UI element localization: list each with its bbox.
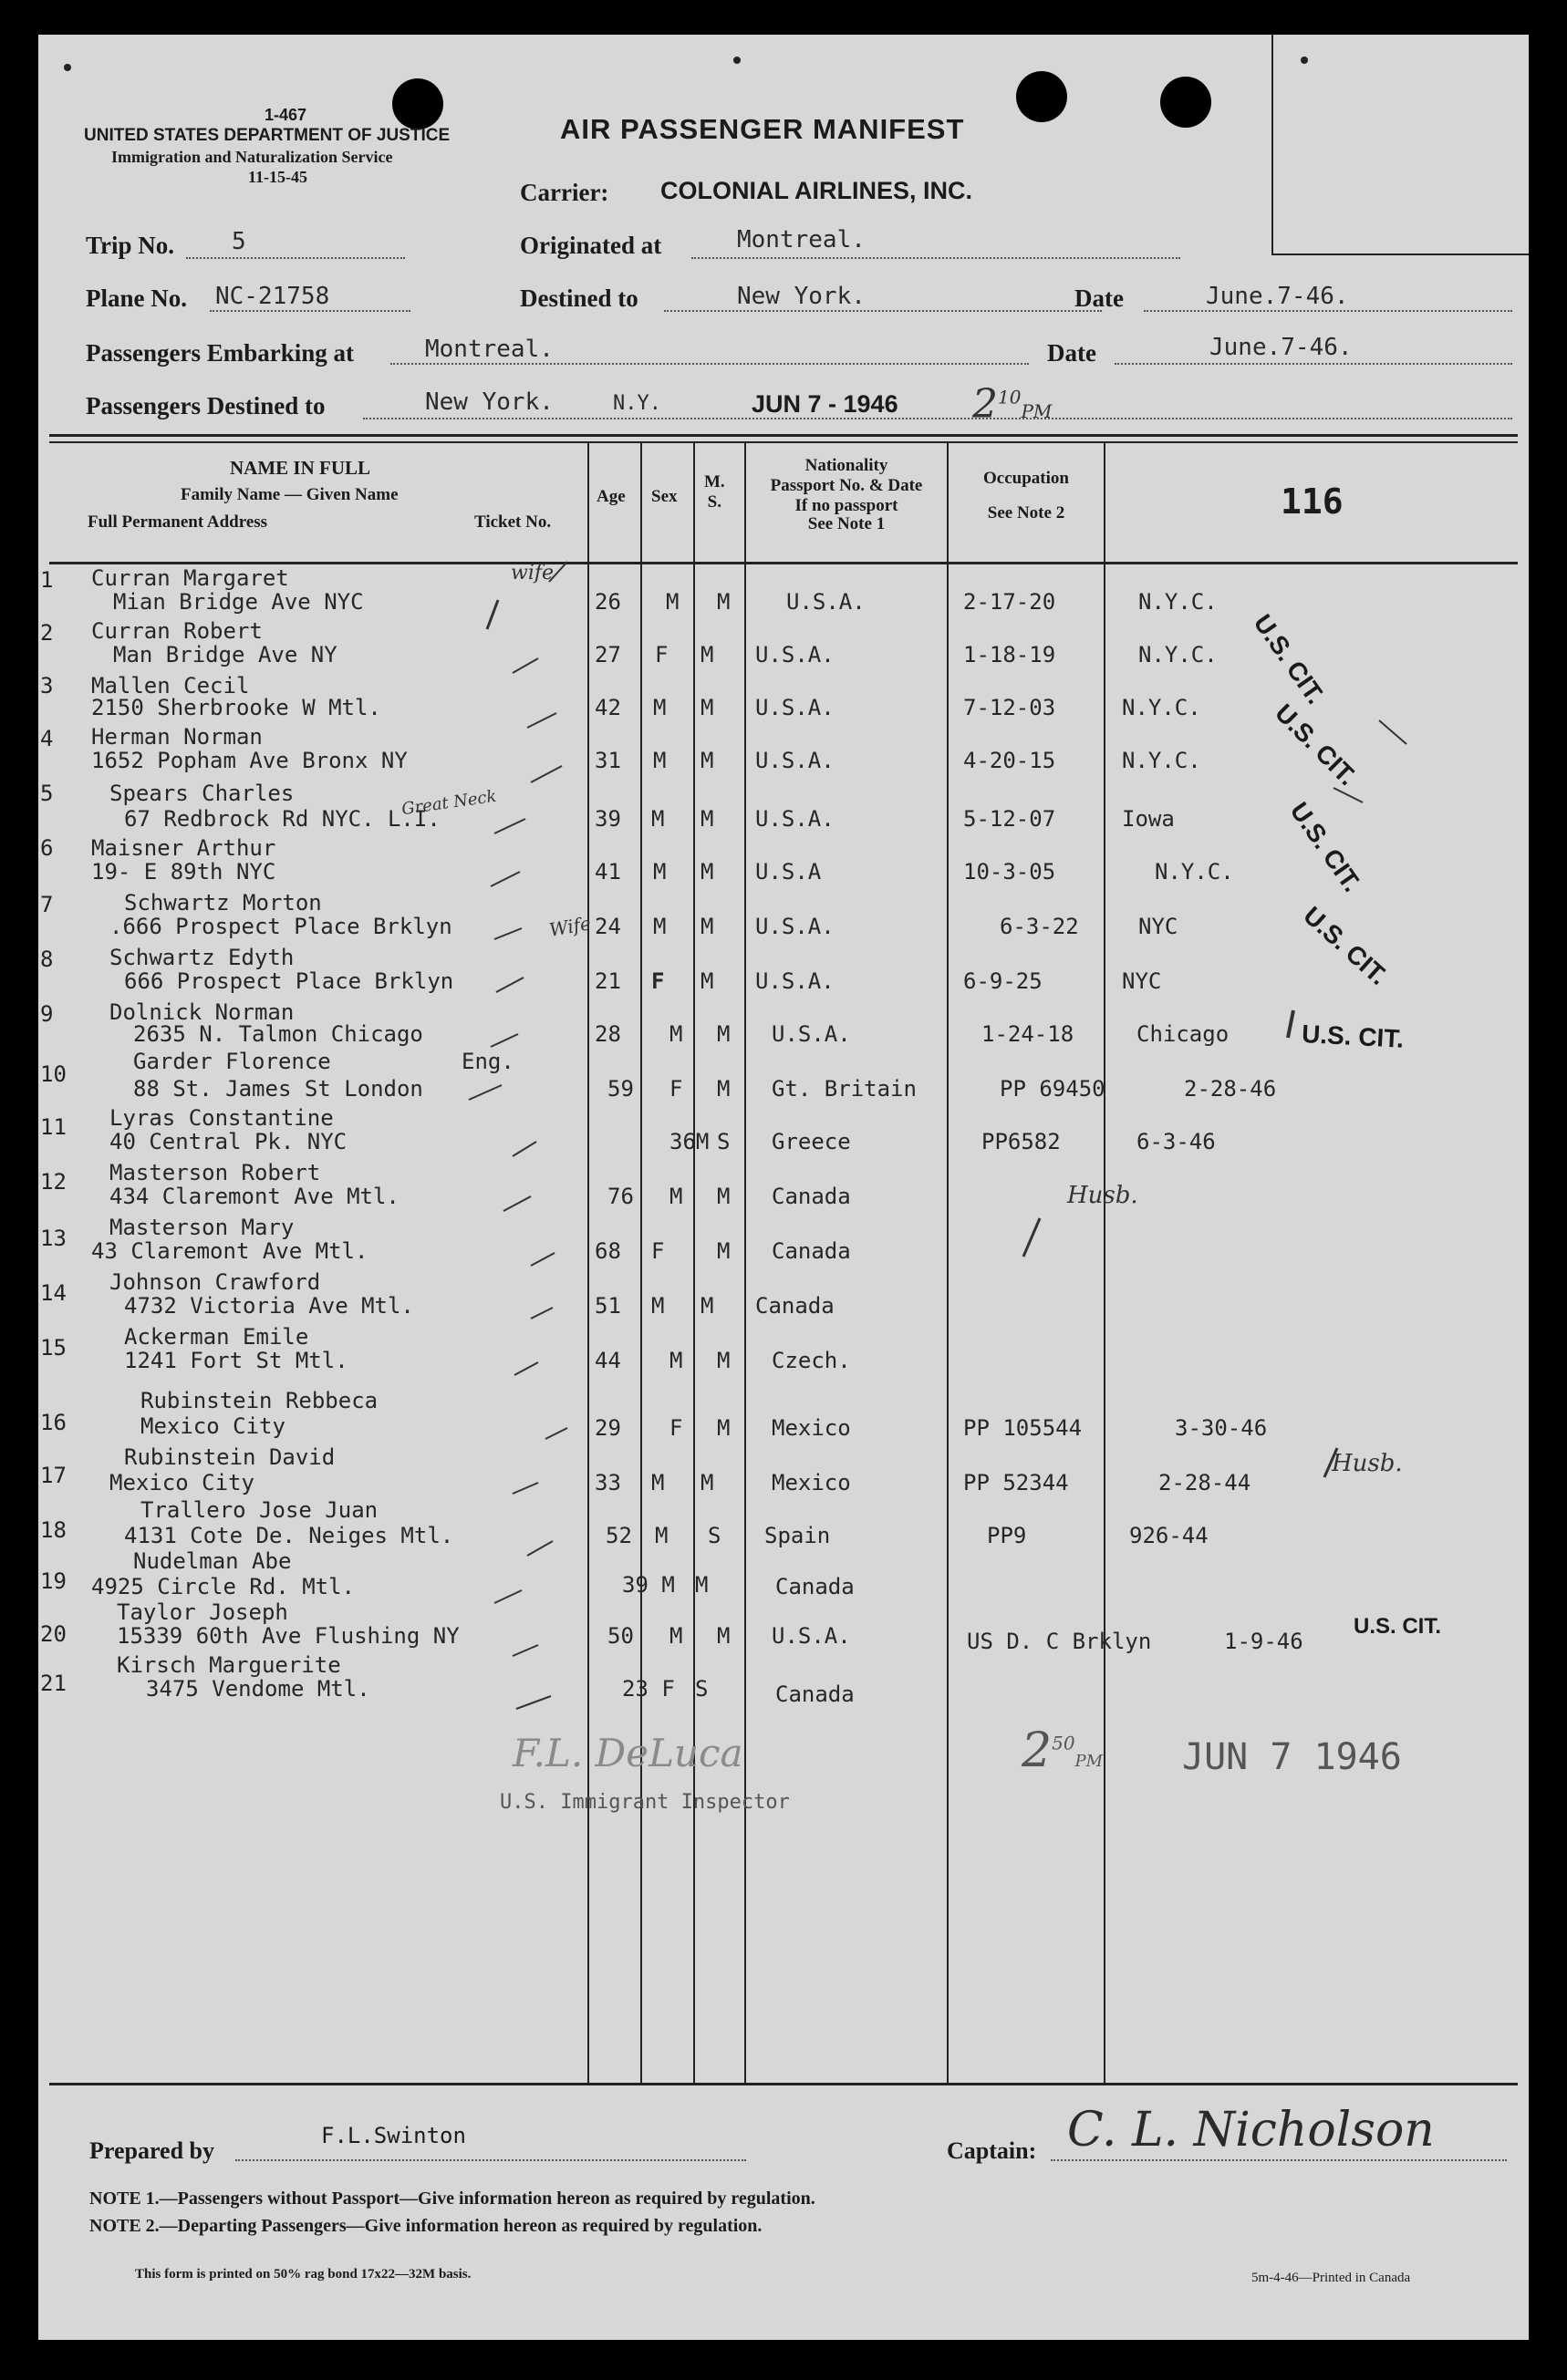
- row-number: 7: [40, 892, 54, 917]
- passenger-age: 33: [595, 1470, 621, 1495]
- passenger-address: 15339 60th Ave Flushing NY: [117, 1623, 460, 1649]
- passenger-age: 76: [607, 1184, 634, 1209]
- passenger-age: 28: [595, 1021, 621, 1047]
- trip-number: 5: [232, 228, 246, 255]
- col-header-passport: Passport No. & Date: [770, 476, 923, 495]
- passenger-address: 4732 Victoria Ave Mtl.: [124, 1293, 414, 1319]
- passenger-occupation: 1-24-18: [981, 1021, 1074, 1047]
- row-number: 9: [40, 1001, 54, 1027]
- passenger-marital: M: [700, 695, 714, 720]
- row-number: 2: [40, 620, 54, 646]
- originated-label: Originated at: [520, 232, 662, 259]
- department-name: UNITED STATES DEPARTMENT OF JUSTICE: [84, 126, 451, 145]
- row-number: 16: [40, 1410, 67, 1435]
- passenger-nationality: Spain: [764, 1523, 831, 1548]
- passenger-nationality: Czech.: [772, 1348, 851, 1373]
- inspection-time: $2^{50}PM$: [1022, 1723, 1104, 1778]
- col-header-no-passport: If no passport: [794, 496, 898, 515]
- col-header-name-sub: Family Name — Given Name: [181, 485, 399, 504]
- passenger-sex: F: [669, 1076, 683, 1102]
- passenger-marital: M: [717, 1021, 731, 1047]
- row-number: 18: [40, 1517, 67, 1543]
- pass-destined-value: New York.: [425, 388, 554, 416]
- col-header-name: NAME IN FULL: [230, 457, 371, 479]
- passenger-address: 666 Prospect Place Brklyn: [124, 968, 454, 994]
- passenger-age: 36M: [669, 1129, 710, 1154]
- passenger-age: 39: [595, 806, 621, 832]
- row-number: 14: [40, 1280, 67, 1306]
- inspector-signature: F.L. DeLuca: [513, 1731, 743, 1775]
- passenger-occupation: 7-12-03: [963, 695, 1056, 720]
- us-citizen-stamp: U.S. CIT.: [1284, 797, 1367, 897]
- passenger-nationality: Canada: [772, 1184, 851, 1209]
- passenger-occupation: 6-3-22: [1000, 914, 1079, 939]
- date-label-2: Date: [1047, 339, 1096, 367]
- passenger-name: Garder Florence: [133, 1049, 331, 1074]
- passenger-sex: M: [669, 1623, 683, 1649]
- date-value-2: June.7-46.: [1209, 334, 1353, 361]
- passenger-passport: PP 69450: [1000, 1076, 1105, 1102]
- passenger-marital: M: [700, 1293, 714, 1319]
- row-number: 21: [40, 1671, 67, 1696]
- passenger-age: 23 F: [622, 1676, 675, 1702]
- col-header-ticket: Ticket No.: [474, 512, 552, 532]
- passenger-age: 21: [595, 968, 621, 994]
- passenger-address: Mian Bridge Ave NYC: [113, 589, 364, 615]
- row-number: 15: [40, 1335, 67, 1361]
- passenger-sex: M: [653, 748, 667, 773]
- passenger-sex: M: [653, 695, 667, 720]
- passenger-occupation: 10-3-05: [963, 859, 1056, 885]
- handwritten-note: Great Neck: [400, 786, 498, 820]
- passenger-marital: M: [717, 1623, 731, 1649]
- passenger-residence: Chicago: [1136, 1021, 1230, 1047]
- passenger-age: 29: [595, 1415, 621, 1441]
- passenger-nationality: Canada: [755, 1293, 835, 1319]
- passenger-name: Dolnick Norman: [109, 999, 295, 1025]
- passenger-count: 116: [1281, 481, 1344, 522]
- passenger-nationality: U.S.A.: [786, 589, 866, 615]
- embarking-value: Montreal.: [425, 336, 554, 363]
- passenger-marital: M: [717, 1238, 731, 1264]
- passenger-address: Mexico City: [109, 1470, 254, 1495]
- passenger-name: Schwartz Morton: [124, 890, 322, 916]
- prepared-by-line: [235, 2159, 746, 2161]
- passenger-name: Nudelman Abe: [133, 1548, 292, 1574]
- row-number: 11: [40, 1114, 67, 1140]
- passenger-address: 3475 Vendome Mtl.: [146, 1676, 370, 1702]
- passenger-passport-date: 926-44: [1129, 1523, 1209, 1548]
- row-number: 6: [40, 835, 54, 861]
- passenger-occupation: 5-12-07: [963, 806, 1056, 832]
- passenger-name: Herman Norman: [91, 724, 263, 750]
- inspector-title: U.S. Immigrant Inspector: [500, 1791, 790, 1814]
- passenger-marital: M: [700, 859, 714, 885]
- destined-label: Destined to: [520, 285, 638, 312]
- passenger-name: Curran Robert: [91, 618, 263, 644]
- husband-note: Husb.: [1067, 1182, 1138, 1209]
- passenger-nationality: U.S.A.: [755, 748, 835, 773]
- handwritten-note: Eng.: [462, 1049, 514, 1074]
- row-number: 5: [40, 781, 54, 806]
- originated-value: Montreal.: [737, 226, 866, 254]
- passenger-occupation: 1-18-19: [963, 642, 1056, 667]
- us-citizen-stamp: U.S. CIT.: [1301, 1019, 1405, 1053]
- plane-label: Plane No.: [86, 285, 187, 312]
- passenger-age: 41: [595, 859, 621, 885]
- passenger-passport: PP 52344: [963, 1470, 1069, 1495]
- row-number: 20: [40, 1621, 67, 1647]
- passenger-nationality: U.S.A.: [755, 806, 835, 832]
- passenger-marital: S: [717, 1129, 731, 1154]
- passenger-nationality: Canada: [775, 1574, 855, 1599]
- col-header-sex: Sex: [651, 487, 678, 506]
- carrier-label: Carrier:: [520, 179, 609, 206]
- passenger-sex: M: [653, 859, 667, 885]
- passenger-marital: M: [717, 1076, 731, 1102]
- passenger-sex: M: [669, 1184, 683, 1209]
- prepared-by-name: F.L.Swinton: [321, 2123, 466, 2148]
- passenger-age: 59: [607, 1076, 634, 1102]
- passenger-address: 67 Redbrock Rd NYC. L.I.: [124, 806, 441, 832]
- passenger-name: Johnson Crawford: [109, 1269, 321, 1295]
- passenger-nationality: Greece: [772, 1129, 851, 1154]
- passenger-name: Schwartz Edyth: [109, 945, 295, 970]
- passenger-sex: F: [651, 1238, 665, 1264]
- passenger-nationality: Canada: [772, 1238, 851, 1264]
- passenger-age: 52: [606, 1523, 632, 1548]
- passenger-name: Trallero Jose Juan: [140, 1497, 379, 1523]
- prepared-by-label: Prepared by: [89, 2137, 214, 2164]
- passenger-residence: Iowa: [1122, 806, 1175, 832]
- passenger-address: 88 St. James St London: [133, 1076, 423, 1102]
- passenger-sex: F: [655, 642, 669, 667]
- form-number: 1-467: [265, 106, 307, 124]
- passenger-address: 40 Central Pk. NYC: [109, 1129, 348, 1154]
- passenger-address: 2635 N. Talmon Chicago: [133, 1021, 423, 1047]
- passenger-nationality: U.S.A.: [772, 1021, 851, 1047]
- passenger-marital: M: [700, 1470, 714, 1495]
- passenger-age: 51: [595, 1293, 621, 1319]
- passenger-name: Masterson Robert: [109, 1160, 321, 1185]
- passenger-occupation: 6-9-25: [963, 968, 1043, 994]
- passenger-name: Spears Charles: [109, 781, 295, 806]
- pass-destined-state: N.Y.: [613, 392, 661, 415]
- passenger-nationality: Mexico: [772, 1470, 851, 1495]
- row-number: 13: [40, 1226, 67, 1251]
- print-info: 5m-4-46—Printed in Canada: [1251, 2271, 1411, 2285]
- row-number: 19: [40, 1568, 67, 1594]
- row-number: 10: [40, 1061, 67, 1087]
- passenger-marital: M: [700, 968, 714, 994]
- passenger-address: Mexico City: [140, 1413, 285, 1439]
- date-value: June.7-46.: [1206, 283, 1349, 310]
- passenger-name: Mallen Cecil: [91, 673, 250, 698]
- passenger-address: 2150 Sherbrooke W Mtl.: [91, 695, 381, 720]
- pass-destined-label: Passengers Destined to: [86, 392, 326, 419]
- passenger-address: 434 Claremont Ave Mtl.: [109, 1184, 400, 1209]
- passenger-nationality: Canada: [775, 1682, 855, 1707]
- check-marks: [38, 35, 1529, 2340]
- passenger-sex: M: [669, 1348, 683, 1373]
- inspection-date-stamp: JUN 7 1946: [1182, 1736, 1402, 1778]
- row-number: 12: [40, 1169, 67, 1195]
- note-1: NOTE 1.—Passengers without Passport—Give information hereon as required by regulation.: [89, 2189, 815, 2209]
- passenger-age: 31: [595, 748, 621, 773]
- form-date: 11-15-45: [248, 168, 307, 186]
- passenger-residence: N.Y.C.: [1155, 859, 1234, 885]
- passenger-address: 4131 Cote De. Neiges Mtl.: [124, 1523, 454, 1548]
- passenger-age: 39 M: [622, 1572, 675, 1598]
- destined-value: New York.: [737, 283, 866, 310]
- passenger-occupation: 4-20-15: [963, 748, 1056, 773]
- passenger-name: Masterson Mary: [109, 1215, 295, 1240]
- passenger-nationality: U.S.A.: [755, 968, 835, 994]
- passenger-sex: M: [651, 1293, 665, 1319]
- passenger-nationality: U.S.A: [755, 859, 822, 885]
- passenger-residence: N.Y.C.: [1138, 589, 1218, 615]
- passenger-residence: N.Y.C.: [1122, 695, 1201, 720]
- passenger-passport: PP6582: [981, 1129, 1061, 1154]
- passenger-passport-date: 6-3-46: [1136, 1129, 1216, 1154]
- captain-line: [1051, 2159, 1507, 2161]
- passenger-residence: NYC: [1122, 968, 1162, 994]
- passenger-passport-date: 1-9-46: [1224, 1629, 1303, 1654]
- passenger-age: 44: [595, 1348, 621, 1373]
- handwritten-note: wife: [511, 562, 555, 585]
- passenger-name: Lyras Constantine: [109, 1105, 334, 1131]
- date-label: Date: [1074, 285, 1124, 312]
- passenger-sex: M: [669, 1021, 683, 1047]
- husband-note: Husb.: [1332, 1450, 1403, 1477]
- row-number: 4: [40, 726, 54, 751]
- passenger-name: Ackerman Emile: [124, 1324, 309, 1350]
- col-header-ms: M. S.: [704, 472, 725, 512]
- passenger-address: Man Bridge Ave NY: [113, 642, 337, 667]
- col-header-note2: See Note 2: [987, 503, 1065, 523]
- row-number: 1: [40, 567, 54, 593]
- row-number: 17: [40, 1463, 67, 1488]
- handwritten-note: Wife: [547, 912, 593, 941]
- passenger-nationality: Mexico: [772, 1415, 851, 1441]
- row-number: 8: [40, 947, 54, 972]
- passenger-name: Kirsch Marguerite: [117, 1652, 341, 1678]
- passenger-residence: NYC: [1138, 914, 1178, 939]
- passenger-marital: M: [700, 642, 714, 667]
- note-2: NOTE 2.—Departing Passengers—Give information hereon as required by regulation.: [89, 2216, 763, 2236]
- us-citizen-stamp: U.S. CIT.: [1248, 609, 1331, 709]
- passenger-occupation: 2-17-20: [963, 589, 1056, 615]
- passenger-marital: M: [700, 914, 714, 939]
- col-header-age: Age: [597, 487, 626, 506]
- carrier-name: COLONIAL AIRLINES, INC.: [660, 177, 973, 204]
- passenger-marital: M: [717, 1415, 731, 1441]
- passenger-passport-date: 2-28-46: [1184, 1076, 1277, 1102]
- passenger-name: Rubinstein Rebbeca: [140, 1388, 379, 1413]
- passenger-marital: S: [708, 1523, 721, 1548]
- passenger-nationality: U.S.A.: [772, 1623, 851, 1649]
- arrival-time-handwritten: $2^{10}PM$: [972, 381, 1053, 428]
- col-header-note1: See Note 1: [807, 514, 886, 533]
- service-name: Immigration and Naturalization Service: [111, 148, 393, 166]
- col-header-address: Full Permanent Address: [88, 512, 268, 532]
- passenger-address: .666 Prospect Place Brklyn: [109, 914, 452, 939]
- passenger-sex: M: [655, 1523, 669, 1548]
- us-citizen-stamp: U.S. CIT.: [1298, 901, 1394, 990]
- passenger-sex: M: [666, 589, 680, 615]
- passenger-sex: M: [651, 806, 665, 832]
- trip-label: Trip No.: [86, 232, 175, 259]
- passenger-address: 19- E 89th NYC: [91, 859, 276, 885]
- passenger-marital: M: [695, 1572, 709, 1598]
- embarking-label: Passengers Embarking at: [86, 339, 355, 367]
- passenger-nationality: U.S.A.: [755, 642, 835, 667]
- col-header-nationality: Nationality: [804, 456, 888, 475]
- passenger-age: 27: [595, 642, 621, 667]
- passenger-age: 68: [595, 1238, 621, 1264]
- passenger-name: Maisner Arthur: [91, 835, 276, 861]
- passenger-nationality: U.S.A.: [755, 695, 835, 720]
- col-header-occupation: Occupation: [983, 469, 1069, 488]
- passenger-age: 26: [595, 589, 621, 615]
- us-citizen-stamp: U.S. CIT.: [1354, 1614, 1442, 1639]
- row-number: 3: [40, 673, 54, 698]
- passenger-marital: M: [717, 589, 731, 615]
- passenger-address: 4925 Circle Rd. Mtl.: [91, 1574, 355, 1599]
- passenger-passport: PP9: [987, 1523, 1027, 1548]
- plane-number: NC-21758: [215, 283, 330, 310]
- captain-signature: C. L. Nicholson: [1067, 2103, 1435, 2158]
- passenger-address: 1652 Popham Ave Bronx NY: [91, 748, 408, 773]
- page-title: AIR PASSENGER MANIFEST: [560, 113, 965, 145]
- passenger-age: 50: [607, 1623, 634, 1649]
- passenger-marital: M: [700, 748, 714, 773]
- passenger-name: Rubinstein David: [124, 1444, 336, 1470]
- passenger-sex: M: [653, 914, 667, 939]
- passenger-name: Taylor Joseph: [117, 1599, 288, 1625]
- passenger-sex: F: [651, 968, 665, 994]
- arrival-date-stamp: JUN 7 - 1946: [752, 390, 898, 418]
- passenger-nationality: U.S.A.: [755, 914, 835, 939]
- passenger-marital: S: [695, 1676, 709, 1702]
- passenger-marital: M: [717, 1184, 731, 1209]
- passenger-passport: PP 105544: [963, 1415, 1083, 1441]
- manifest-sheet: [38, 35, 1529, 2340]
- passenger-marital: M: [700, 806, 714, 832]
- passenger-sex: M: [651, 1470, 665, 1495]
- passenger-passport-date: 3-30-46: [1175, 1415, 1268, 1441]
- passenger-age: 42: [595, 695, 621, 720]
- passenger-passport: US D. C Brklyn: [967, 1629, 1152, 1654]
- passenger-age: 24: [595, 914, 621, 939]
- passenger-residence: N.Y.C.: [1122, 748, 1201, 773]
- captain-label: Captain:: [947, 2137, 1037, 2164]
- passenger-address: 43 Claremont Ave Mtl.: [91, 1238, 368, 1264]
- passenger-passport-date: 2-28-44: [1158, 1470, 1251, 1495]
- paper-spec: This form is printed on 50% rag bond 17x22—32M basis.: [135, 2267, 472, 2282]
- us-citizen-stamp: U.S. CIT.: [1270, 698, 1363, 792]
- passenger-nationality: Gt. Britain: [772, 1076, 917, 1102]
- passenger-address: 1241 Fort St Mtl.: [124, 1348, 348, 1373]
- passenger-sex: F: [669, 1415, 683, 1441]
- passenger-marital: M: [717, 1348, 731, 1373]
- passenger-name: Curran Margaret: [91, 565, 289, 591]
- passenger-residence: N.Y.C.: [1138, 642, 1218, 667]
